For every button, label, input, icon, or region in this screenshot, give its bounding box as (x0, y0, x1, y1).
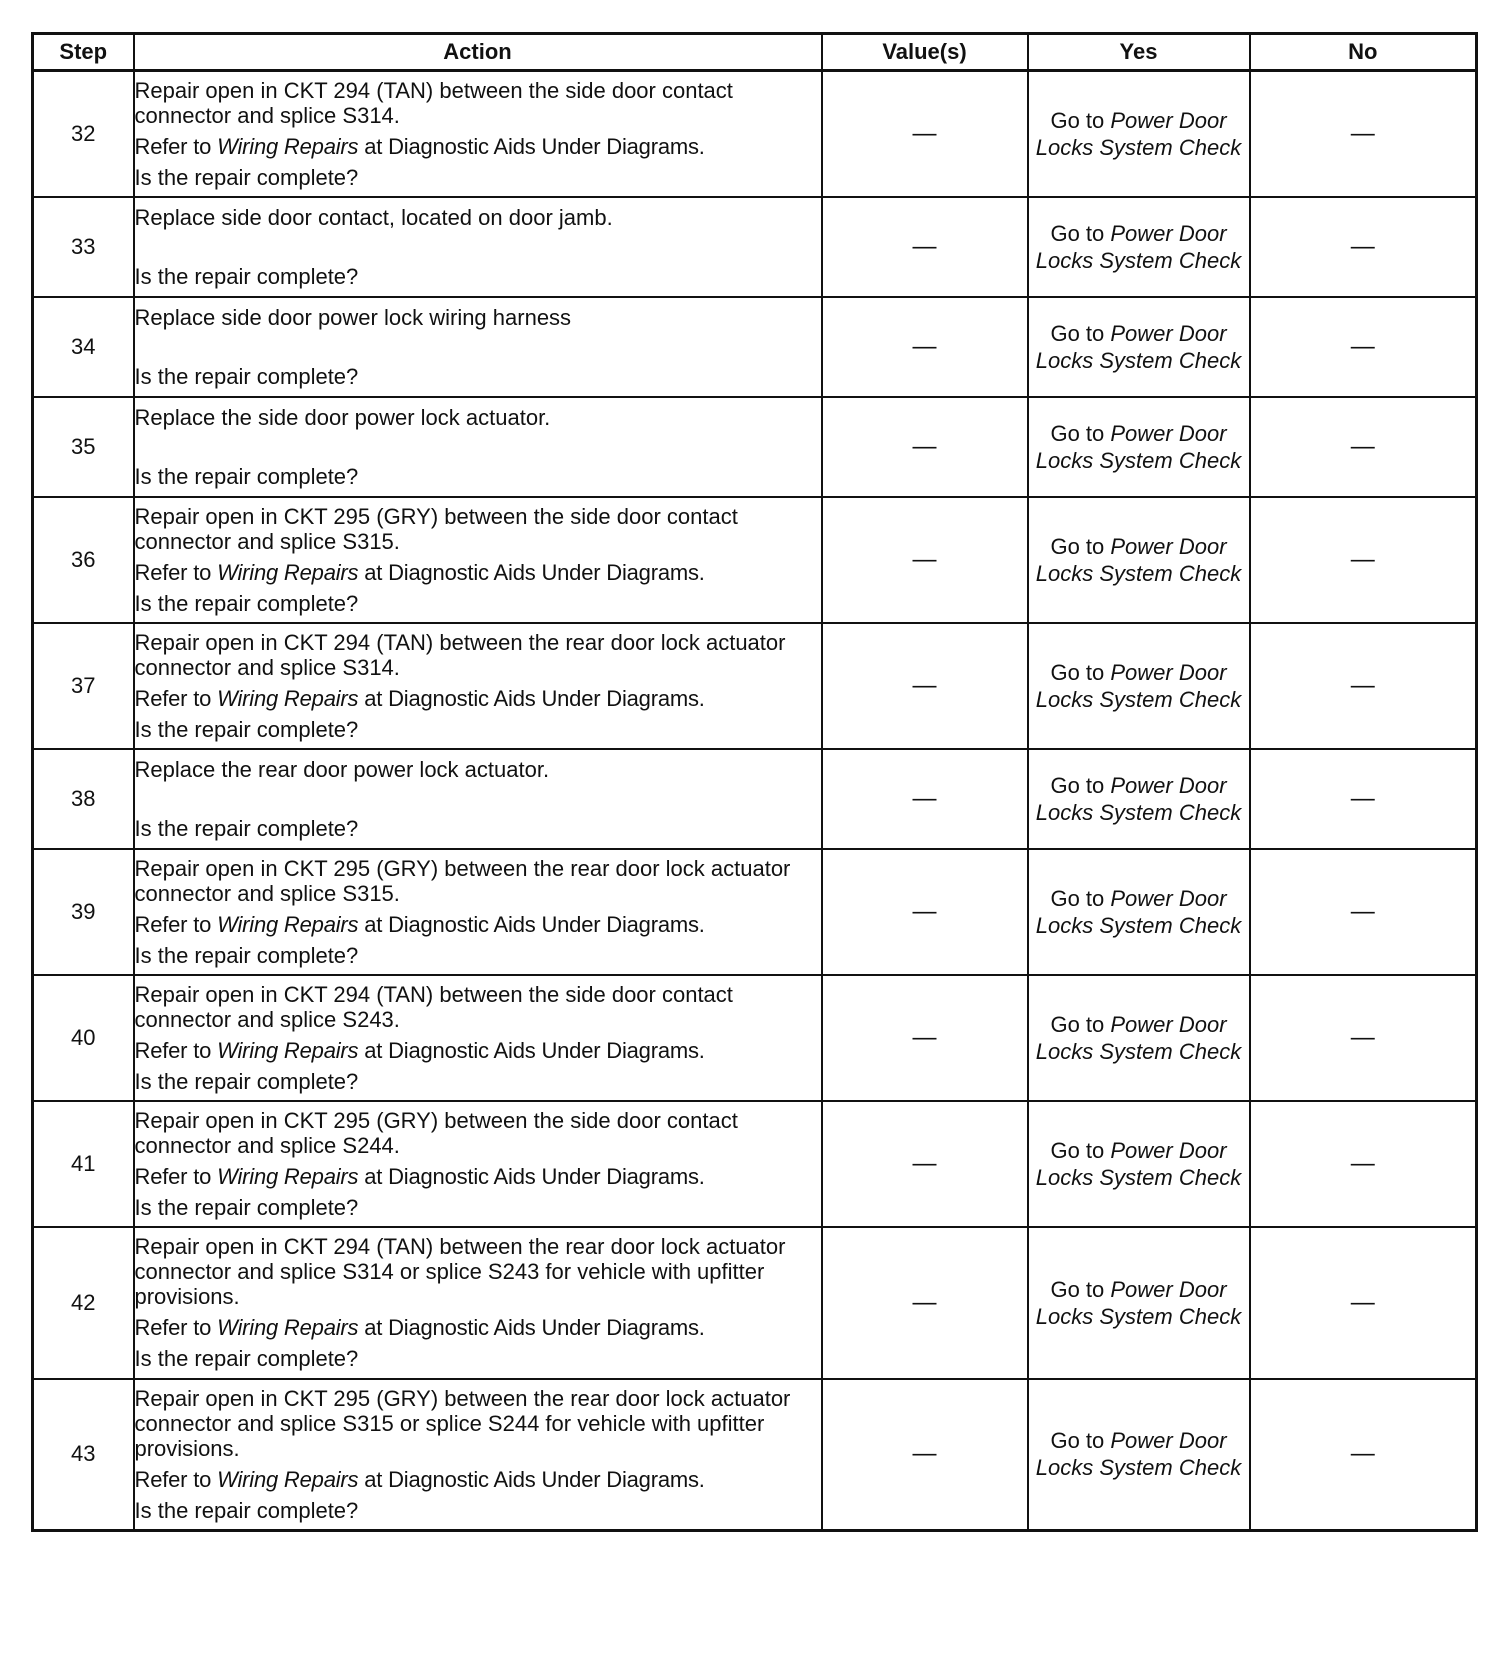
value-cell: — (822, 1379, 1028, 1531)
action-question: Is the repair complete? (134, 363, 359, 389)
yes-prefix: Go to (1050, 1011, 1111, 1037)
no-cell: — (1250, 197, 1477, 297)
yes-cell (1028, 749, 1250, 849)
reference-title: Wiring Repairs (217, 685, 359, 711)
reference-suffix: at Diagnostic Aids Under Diagrams. (358, 1037, 705, 1063)
value-cell: — (822, 297, 1028, 397)
table-row (33, 623, 1477, 749)
reference-prefix: Refer to (134, 133, 218, 159)
step-number: 36 (33, 497, 134, 623)
table-row (33, 1379, 1477, 1531)
yes-target: Power Door Locks System Check (1035, 772, 1242, 825)
action-question: Is the repair complete? (134, 1068, 359, 1094)
action-cell (134, 397, 822, 497)
action-reference (135, 1467, 821, 1492)
value-cell: — (822, 1101, 1028, 1227)
action-cell (134, 623, 822, 749)
no-cell: — (1250, 1101, 1477, 1227)
step-number: 34 (33, 297, 134, 397)
reference-title: Wiring Repairs (217, 1037, 359, 1063)
action-question: Is the repair complete? (134, 263, 359, 289)
no-cell: — (1250, 497, 1477, 623)
yes-cell (1028, 623, 1250, 749)
step-number: 41 (33, 1101, 134, 1227)
yes-target: Power Door Locks System Check (1035, 1428, 1242, 1481)
action-text: Replace the side door power lock actuator. (134, 404, 551, 430)
table-row (33, 397, 1477, 497)
action-cell (134, 1227, 822, 1379)
action-reference (135, 1315, 821, 1340)
table-header (33, 34, 1477, 71)
reference-title: Wiring Repairs (217, 1466, 359, 1492)
action-text: Repair open in CKT 294 (TAN) between the rear door lock actuator connector and splice S314. (134, 629, 786, 680)
action-text: Replace side door power lock wiring harness (134, 304, 572, 330)
step-number: 39 (33, 849, 134, 975)
action-text: Repair open in CKT 295 (GRY) between the rear door lock actuator connector and splice S315 or splice S244 for vehicle with upfitter provisions. (134, 1385, 791, 1461)
reference-prefix: Refer to (134, 1466, 218, 1492)
value-cell: — (822, 623, 1028, 749)
yes-prefix: Go to (1050, 220, 1111, 246)
yes-cell (1028, 197, 1250, 297)
no-cell: — (1250, 623, 1477, 749)
value-cell: — (822, 497, 1028, 623)
table-row (33, 497, 1477, 623)
header-yes: Yes (1028, 34, 1250, 71)
reference-suffix: at Diagnostic Aids Under Diagrams. (358, 133, 705, 159)
action-cell (134, 749, 822, 849)
action-text: Repair open in CKT 294 (TAN) between the side door contact connector and splice S314. (134, 77, 733, 128)
yes-prefix: Go to (1050, 420, 1111, 446)
yes-target: Power Door Locks System Check (1035, 320, 1242, 373)
step-number: 32 (33, 71, 134, 197)
table-row (33, 1227, 1477, 1379)
value-cell: — (822, 197, 1028, 297)
yes-cell (1028, 1379, 1250, 1531)
action-text: Repair open in CKT 295 (GRY) between the side door contact connector and splice S244. (134, 1107, 738, 1158)
reference-prefix: Refer to (134, 911, 218, 937)
no-cell: — (1250, 749, 1477, 849)
step-number: 33 (33, 197, 134, 297)
step-number: 40 (33, 975, 134, 1101)
action-cell (134, 71, 822, 197)
action-cell (134, 1101, 822, 1227)
yes-prefix: Go to (1050, 1276, 1111, 1302)
step-number: 35 (33, 397, 134, 497)
action-cell (134, 297, 822, 397)
yes-prefix: Go to (1050, 320, 1111, 346)
action-cell (134, 1379, 822, 1531)
step-number: 42 (33, 1227, 134, 1379)
value-cell: — (822, 71, 1028, 197)
action-question: Is the repair complete? (134, 164, 359, 190)
value-cell: — (822, 975, 1028, 1101)
no-cell: — (1250, 1379, 1477, 1531)
step-number: 43 (33, 1379, 134, 1531)
no-cell: — (1250, 975, 1477, 1101)
reference-title: Wiring Repairs (217, 133, 359, 159)
yes-prefix: Go to (1050, 659, 1111, 685)
reference-suffix: at Diagnostic Aids Under Diagrams. (358, 1315, 705, 1340)
no-cell: — (1250, 849, 1477, 975)
action-question: Is the repair complete? (134, 1346, 359, 1371)
action-question: Is the repair complete? (134, 815, 359, 841)
yes-cell (1028, 1101, 1250, 1227)
table-row (33, 297, 1477, 397)
reference-prefix: Refer to (134, 559, 218, 585)
action-text: Replace the rear door power lock actuator. (134, 756, 550, 782)
table-row (33, 849, 1477, 975)
header-action: Action (134, 34, 822, 71)
table-body (33, 71, 1477, 1531)
table-row (33, 975, 1477, 1101)
yes-prefix: Go to (1050, 533, 1111, 559)
value-cell: — (822, 849, 1028, 975)
action-text: Replace side door contact, located on door jamb. (134, 204, 613, 230)
no-cell: — (1250, 1227, 1477, 1379)
header-no: No (1250, 34, 1477, 71)
yes-prefix: Go to (1050, 1137, 1111, 1163)
header-values: Value(s) (822, 34, 1028, 71)
action-question: Is the repair complete? (134, 590, 359, 616)
action-reference (135, 686, 821, 711)
reference-suffix: at Diagnostic Aids Under Diagrams. (358, 911, 705, 937)
reference-suffix: at Diagnostic Aids Under Diagrams. (358, 685, 705, 711)
action-cell (134, 197, 822, 297)
yes-cell (1028, 297, 1250, 397)
yes-cell (1028, 397, 1250, 497)
action-reference (135, 560, 821, 585)
action-question: Is the repair complete? (134, 716, 359, 742)
reference-prefix: Refer to (134, 1315, 218, 1340)
action-text: Repair open in CKT 295 (GRY) between the rear door lock actuator connector and splice S315. (134, 855, 791, 906)
action-question: Is the repair complete? (134, 942, 359, 968)
yes-cell (1028, 1227, 1250, 1379)
step-number: 37 (33, 623, 134, 749)
yes-prefix: Go to (1050, 885, 1111, 911)
reference-suffix: at Diagnostic Aids Under Diagrams. (358, 1163, 705, 1189)
yes-cell (1028, 497, 1250, 623)
action-reference (135, 1038, 821, 1063)
no-cell: — (1250, 71, 1477, 197)
action-reference (135, 912, 821, 937)
reference-suffix: at Diagnostic Aids Under Diagrams. (358, 1466, 705, 1492)
yes-target: Power Door Locks System Check (1035, 1011, 1242, 1064)
action-cell (134, 849, 822, 975)
action-text: Repair open in CKT 294 (TAN) between the side door contact connector and splice S243. (134, 981, 733, 1032)
action-text: Repair open in CKT 295 (GRY) between the side door contact connector and splice S315. (134, 503, 738, 554)
yes-target: Power Door Locks System Check (1035, 533, 1242, 586)
action-question: Is the repair complete? (134, 463, 359, 489)
reference-prefix: Refer to (134, 1037, 218, 1063)
action-question: Is the repair complete? (134, 1497, 359, 1523)
yes-target: Power Door Locks System Check (1035, 107, 1242, 160)
table-row (33, 749, 1477, 849)
yes-target: Power Door Locks System Check (1035, 885, 1242, 938)
yes-target: Power Door Locks System Check (1035, 220, 1242, 273)
action-cell (134, 497, 822, 623)
no-cell: — (1250, 297, 1477, 397)
reference-prefix: Refer to (134, 685, 218, 711)
table-row (33, 197, 1477, 297)
yes-cell (1028, 71, 1250, 197)
yes-target: Power Door Locks System Check (1035, 420, 1242, 473)
reference-title: Wiring Repairs (217, 911, 359, 937)
action-reference (135, 1164, 821, 1189)
yes-prefix: Go to (1050, 107, 1111, 133)
reference-title: Wiring Repairs (217, 559, 359, 585)
value-cell: — (822, 1227, 1028, 1379)
table-row (33, 1101, 1477, 1227)
yes-cell (1028, 849, 1250, 975)
reference-suffix: at Diagnostic Aids Under Diagrams. (358, 559, 705, 585)
yes-target: Power Door Locks System Check (1035, 659, 1242, 712)
action-reference (135, 134, 821, 159)
action-cell (134, 975, 822, 1101)
value-cell: — (822, 397, 1028, 497)
yes-target: Power Door Locks System Check (1035, 1137, 1242, 1190)
yes-prefix: Go to (1050, 772, 1111, 798)
action-text: Repair open in CKT 294 (TAN) between the rear door lock actuator connector and splice S314 or splice S243 for vehicle with upfitter provisions. (134, 1234, 786, 1309)
reference-title: Wiring Repairs (217, 1163, 359, 1189)
yes-prefix: Go to (1050, 1428, 1111, 1454)
action-question: Is the repair complete? (134, 1194, 359, 1220)
value-cell: — (822, 749, 1028, 849)
reference-prefix: Refer to (134, 1163, 218, 1189)
no-cell: — (1250, 397, 1477, 497)
step-number: 38 (33, 749, 134, 849)
header-step: Step (33, 34, 134, 71)
diagnostic-table (31, 32, 1478, 1532)
table-row (33, 71, 1477, 197)
yes-target: Power Door Locks System Check (1035, 1276, 1242, 1329)
reference-title: Wiring Repairs (217, 1315, 359, 1340)
yes-cell (1028, 975, 1250, 1101)
